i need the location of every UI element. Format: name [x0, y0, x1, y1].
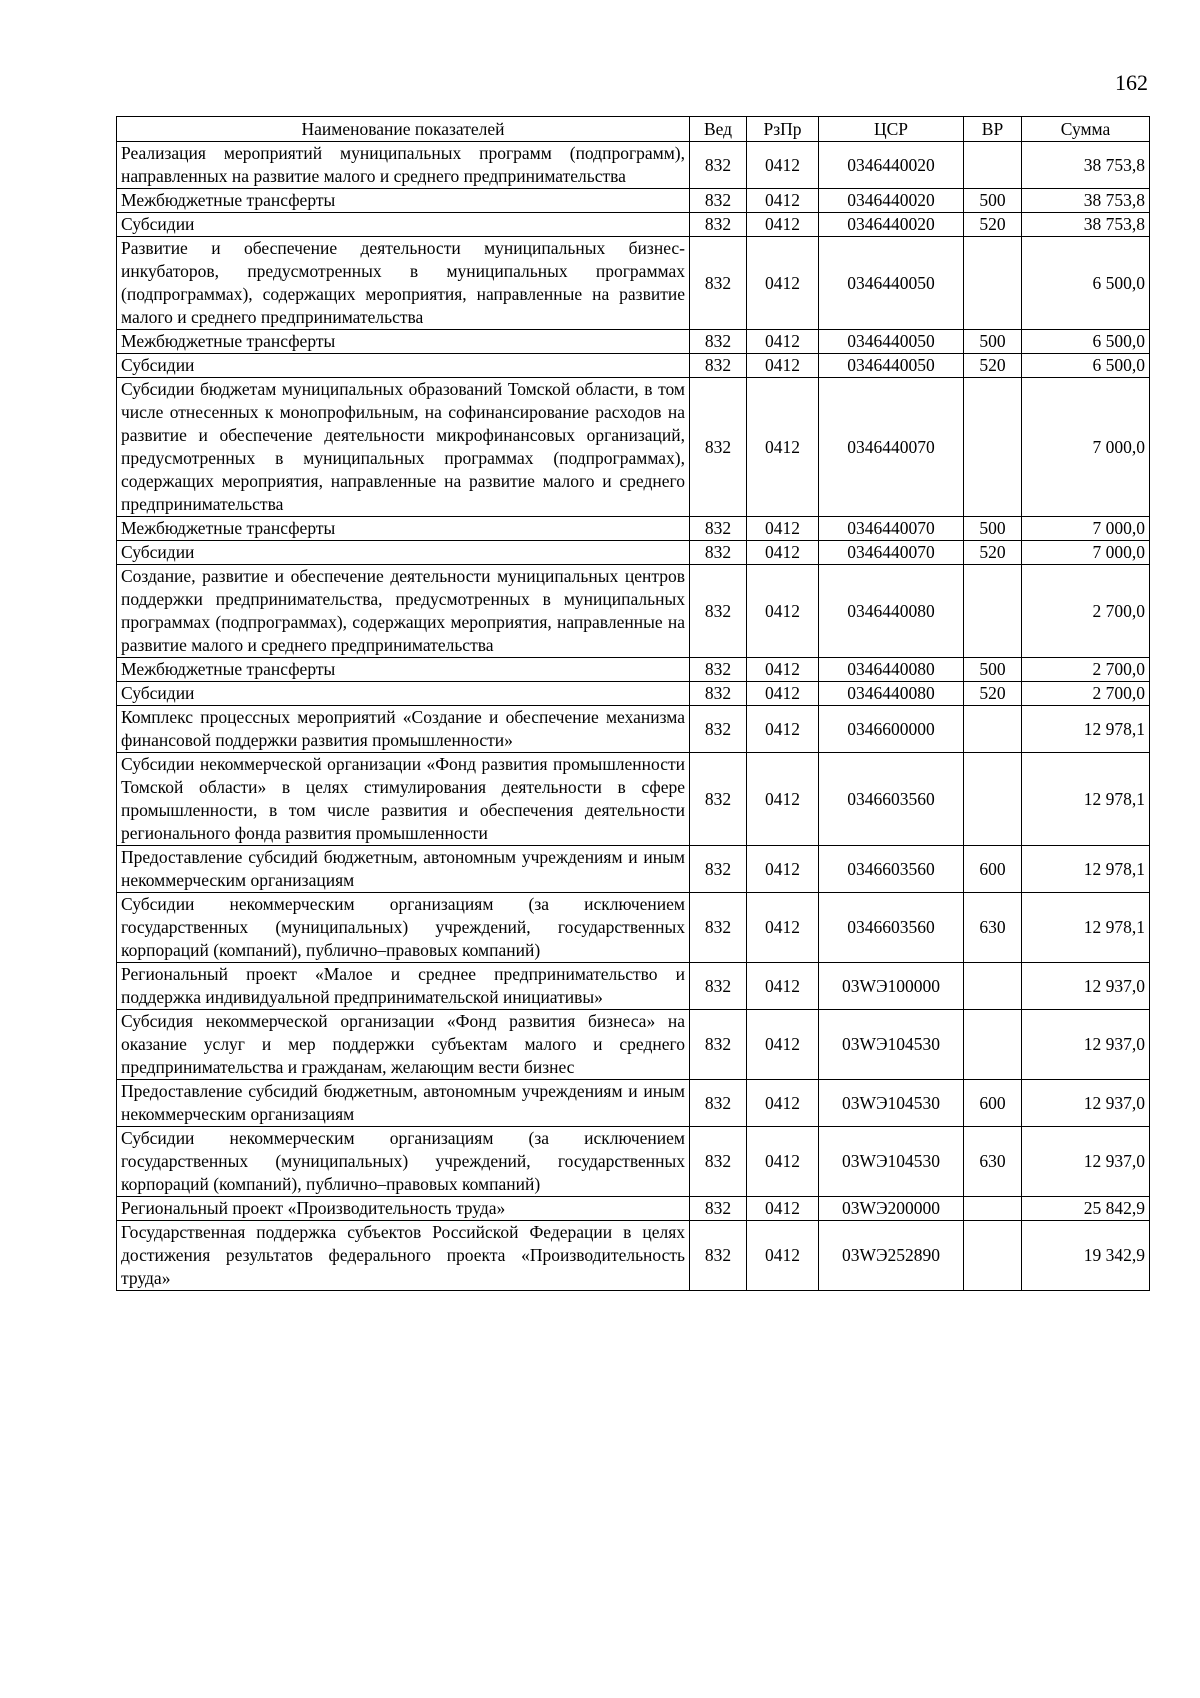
cell-rzpr: 0412	[747, 1127, 819, 1197]
cell-vr	[964, 378, 1022, 517]
table-row	[117, 963, 1150, 1010]
cell-name: Государственная поддержка субъектов Российской Федерации в целях достижения результатов федерального проекта «Производительность труда»	[117, 1221, 690, 1291]
cell-csr: 0346603560	[819, 846, 964, 893]
cell-sum: 12 978,1	[1022, 753, 1150, 846]
cell-vr: 500	[964, 330, 1022, 354]
cell-vr: 600	[964, 846, 1022, 893]
table-row	[117, 213, 1150, 237]
cell-rzpr: 0412	[747, 517, 819, 541]
cell-sum: 12 937,0	[1022, 1010, 1150, 1080]
cell-csr: 0346440070	[819, 541, 964, 565]
cell-sum: 12 937,0	[1022, 1080, 1150, 1127]
cell-name: Создание, развитие и обеспечение деятельности муниципальных центров поддержки предпринимательства, предусмотренных в муниципальных программах (подпрограммах), содержащих мероприятия, направленные на развитие малого и среднего предпринимательства	[117, 565, 690, 658]
cell-name: Предоставление субсидий бюджетным, автономным учреждениям и иным некоммерческим организациям	[117, 846, 690, 893]
table-row	[117, 893, 1150, 963]
cell-csr: 0346603560	[819, 753, 964, 846]
table-row	[117, 189, 1150, 213]
cell-csr: 0346440080	[819, 565, 964, 658]
cell-rzpr: 0412	[747, 658, 819, 682]
cell-csr: 0346440070	[819, 378, 964, 517]
cell-rzpr: 0412	[747, 189, 819, 213]
cell-csr: 03WЭ104530	[819, 1127, 964, 1197]
cell-csr: 03WЭ252890	[819, 1221, 964, 1291]
cell-sum: 12 978,1	[1022, 706, 1150, 753]
page-number: 162	[1115, 70, 1148, 95]
cell-rzpr: 0412	[747, 706, 819, 753]
table-row	[117, 658, 1150, 682]
cell-vr	[964, 1010, 1022, 1080]
cell-ved: 832	[690, 682, 747, 706]
cell-sum: 38 753,8	[1022, 189, 1150, 213]
cell-sum: 25 842,9	[1022, 1197, 1150, 1221]
table-body	[117, 142, 1150, 1291]
cell-vr: 630	[964, 1127, 1022, 1197]
cell-csr: 0346600000	[819, 706, 964, 753]
cell-name: Предоставление субсидий бюджетным, автономным учреждениям и иным некоммерческим организациям	[117, 1080, 690, 1127]
cell-sum: 12 937,0	[1022, 1127, 1150, 1197]
cell-csr: 03WЭ200000	[819, 1197, 964, 1221]
cell-vr: 520	[964, 541, 1022, 565]
cell-csr: 03WЭ100000	[819, 963, 964, 1010]
cell-ved: 832	[690, 963, 747, 1010]
cell-ved: 832	[690, 142, 747, 189]
header-name: Наименование показателей	[117, 117, 690, 142]
header-ved: Вед	[690, 117, 747, 142]
table-row	[117, 1010, 1150, 1080]
cell-csr: 03WЭ104530	[819, 1080, 964, 1127]
cell-name: Комплекс процессных мероприятий «Создание и обеспечение механизма финансовой поддержки развития промышленности»	[117, 706, 690, 753]
cell-name: Субсидии бюджетам муниципальных образований Томской области, в том числе отнесенных к монопрофильным, на софинансирование расходов на развитие и обеспечение деятельности микрофинансовых организаций, предусмотренных в муниципальных программах (подпрограммах), содержащих мероприятия, направленные на развитие малого и среднего предпринимательства	[117, 378, 690, 517]
cell-vr: 520	[964, 354, 1022, 378]
table-row	[117, 517, 1150, 541]
cell-vr	[964, 753, 1022, 846]
cell-rzpr: 0412	[747, 565, 819, 658]
cell-vr	[964, 1197, 1022, 1221]
cell-rzpr: 0412	[747, 963, 819, 1010]
cell-rzpr: 0412	[747, 1221, 819, 1291]
cell-csr: 0346440070	[819, 517, 964, 541]
cell-name: Субсидии	[117, 354, 690, 378]
header-csr: ЦСР	[819, 117, 964, 142]
cell-sum: 7 000,0	[1022, 541, 1150, 565]
cell-rzpr: 0412	[747, 213, 819, 237]
cell-csr: 0346440050	[819, 237, 964, 330]
table-row	[117, 1221, 1150, 1291]
table-header-row	[117, 117, 1150, 142]
cell-name: Субсидии	[117, 213, 690, 237]
cell-vr	[964, 963, 1022, 1010]
table-row	[117, 378, 1150, 517]
cell-sum: 6 500,0	[1022, 354, 1150, 378]
cell-ved: 832	[690, 1221, 747, 1291]
cell-rzpr: 0412	[747, 1080, 819, 1127]
cell-sum: 7 000,0	[1022, 517, 1150, 541]
table-row	[117, 682, 1150, 706]
cell-rzpr: 0412	[747, 753, 819, 846]
cell-sum: 6 500,0	[1022, 237, 1150, 330]
cell-csr: 0346440020	[819, 189, 964, 213]
cell-name: Межбюджетные трансферты	[117, 517, 690, 541]
cell-csr: 0346440050	[819, 330, 964, 354]
cell-ved: 832	[690, 354, 747, 378]
cell-ved: 832	[690, 565, 747, 658]
cell-ved: 832	[690, 213, 747, 237]
table-row	[117, 142, 1150, 189]
header-vr: ВР	[964, 117, 1022, 142]
cell-rzpr: 0412	[747, 378, 819, 517]
budget-table	[116, 116, 1150, 1291]
cell-ved: 832	[690, 658, 747, 682]
cell-ved: 832	[690, 237, 747, 330]
cell-rzpr: 0412	[747, 682, 819, 706]
cell-vr: 500	[964, 189, 1022, 213]
cell-ved: 832	[690, 1080, 747, 1127]
cell-vr	[964, 237, 1022, 330]
table-row	[117, 330, 1150, 354]
cell-rzpr: 0412	[747, 1197, 819, 1221]
cell-ved: 832	[690, 517, 747, 541]
table-row	[117, 1127, 1150, 1197]
cell-ved: 832	[690, 753, 747, 846]
cell-name: Региональный проект «Малое и среднее предпринимательство и поддержка индивидуальной предпринимательской инициативы»	[117, 963, 690, 1010]
header-rzpr: РзПр	[747, 117, 819, 142]
cell-rzpr: 0412	[747, 354, 819, 378]
cell-csr: 0346440080	[819, 682, 964, 706]
cell-rzpr: 0412	[747, 846, 819, 893]
cell-name: Межбюджетные трансферты	[117, 189, 690, 213]
table-row	[117, 354, 1150, 378]
cell-sum: 12 937,0	[1022, 963, 1150, 1010]
cell-name: Межбюджетные трансферты	[117, 330, 690, 354]
cell-vr	[964, 1221, 1022, 1291]
cell-sum: 2 700,0	[1022, 682, 1150, 706]
cell-ved: 832	[690, 189, 747, 213]
cell-sum: 6 500,0	[1022, 330, 1150, 354]
cell-ved: 832	[690, 846, 747, 893]
cell-csr: 03WЭ104530	[819, 1010, 964, 1080]
cell-name: Субсидии некоммерческой организации «Фонд развития промышленности Томской области» в целях стимулирования деятельности в сфере промышленности, в том числе развития и обеспечения деятельности регионального фонда развития промышленности	[117, 753, 690, 846]
cell-sum: 38 753,8	[1022, 213, 1150, 237]
cell-ved: 832	[690, 378, 747, 517]
table-row	[117, 1080, 1150, 1127]
cell-csr: 0346440020	[819, 142, 964, 189]
cell-ved: 832	[690, 541, 747, 565]
table-row	[117, 541, 1150, 565]
cell-ved: 832	[690, 706, 747, 753]
cell-ved: 832	[690, 1010, 747, 1080]
table-row	[117, 1197, 1150, 1221]
cell-vr: 520	[964, 682, 1022, 706]
cell-name: Субсидия некоммерческой организации «Фонд развития бизнеса» на оказание услуг и мер поддержки субъектам малого и среднего предпринимательства и гражданам, желающим вести бизнес	[117, 1010, 690, 1080]
table-row	[117, 565, 1150, 658]
cell-name: Региональный проект «Производительность труда»	[117, 1197, 690, 1221]
cell-name: Реализация мероприятий муниципальных программ (подпрограмм), направленных на развитие малого и среднего предпринимательства	[117, 142, 690, 189]
table-row	[117, 237, 1150, 330]
cell-ved: 832	[690, 893, 747, 963]
cell-sum: 2 700,0	[1022, 658, 1150, 682]
cell-rzpr: 0412	[747, 541, 819, 565]
cell-sum: 7 000,0	[1022, 378, 1150, 517]
cell-ved: 832	[690, 330, 747, 354]
cell-name: Субсидии некоммерческим организациям (за исключением государственных (муниципальных) учреждений, государственных корпораций (компаний), публично–правовых компаний)	[117, 1127, 690, 1197]
cell-sum: 12 978,1	[1022, 846, 1150, 893]
cell-csr: 0346440080	[819, 658, 964, 682]
header-sum: Сумма	[1022, 117, 1150, 142]
cell-name: Развитие и обеспечение деятельности муниципальных бизнес-инкубаторов, предусмотренных в муниципальных программах (подпрограммах), содержащих мероприятия, направленные на развитие малого и среднего предпринимательства	[117, 237, 690, 330]
table-row	[117, 846, 1150, 893]
cell-rzpr: 0412	[747, 237, 819, 330]
cell-vr: 500	[964, 517, 1022, 541]
cell-csr: 0346440020	[819, 213, 964, 237]
cell-sum: 19 342,9	[1022, 1221, 1150, 1291]
cell-sum: 2 700,0	[1022, 565, 1150, 658]
cell-ved: 832	[690, 1197, 747, 1221]
cell-sum: 12 978,1	[1022, 893, 1150, 963]
cell-rzpr: 0412	[747, 893, 819, 963]
cell-csr: 0346440050	[819, 354, 964, 378]
cell-name: Субсидии некоммерческим организациям (за исключением государственных (муниципальных) учреждений, государственных корпораций (компаний), публично–правовых компаний)	[117, 893, 690, 963]
cell-vr	[964, 565, 1022, 658]
cell-rzpr: 0412	[747, 330, 819, 354]
cell-vr: 600	[964, 1080, 1022, 1127]
cell-name: Субсидии	[117, 682, 690, 706]
table-row	[117, 706, 1150, 753]
cell-vr	[964, 706, 1022, 753]
cell-ved: 832	[690, 1127, 747, 1197]
cell-vr: 500	[964, 658, 1022, 682]
cell-name: Субсидии	[117, 541, 690, 565]
cell-vr: 520	[964, 213, 1022, 237]
cell-rzpr: 0412	[747, 142, 819, 189]
cell-name: Межбюджетные трансферты	[117, 658, 690, 682]
cell-csr: 0346603560	[819, 893, 964, 963]
table-row	[117, 753, 1150, 846]
cell-rzpr: 0412	[747, 1010, 819, 1080]
cell-vr: 630	[964, 893, 1022, 963]
cell-vr	[964, 142, 1022, 189]
cell-sum: 38 753,8	[1022, 142, 1150, 189]
